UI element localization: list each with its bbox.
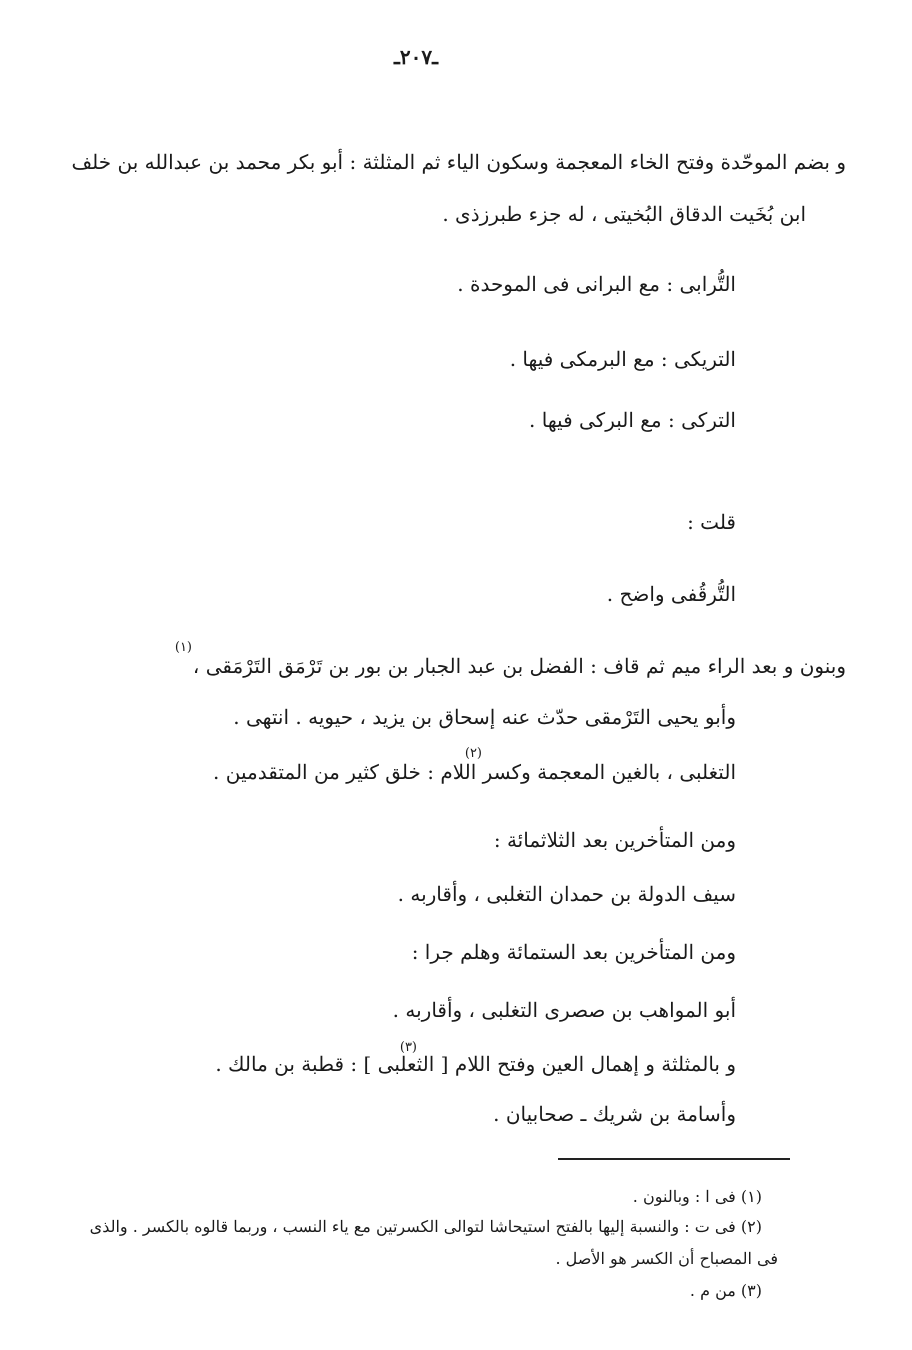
body-line-11: ومن المتأخرين بعد الثلاثمائة :: [493, 828, 736, 852]
body-line-16: وأسامة بن شريك ـ صحابيان .: [493, 1102, 736, 1126]
body-line-12: سيف الدولة بن حمدان التغلبى ، وأقاربه .: [397, 882, 736, 906]
page-number: ـ٢٠٧ـ: [394, 45, 438, 69]
footnote-mark-1: (١): [174, 640, 192, 655]
footnote-divider: [558, 1158, 790, 1160]
footnote-1: (١) فى ا : وبالنون .: [632, 1187, 762, 1206]
body-line-14: أبو المواهب بن صصرى التغلبى ، وأقاربه .: [392, 998, 736, 1022]
body-line-9: وأبو يحيى التَرْمقى حدّث عنه إسحاق بن يزيد ، حيويه . انتهى .: [233, 705, 736, 729]
body-line-6: قلت :: [687, 510, 736, 534]
line-8-text: وبنون و بعد الراء ميم ثم قاف : الفضل بن عبد الجبار بن بور بن تَرْمَق التَرْمَقى ،: [192, 654, 846, 678]
body-line-4: التريكى : مع البرمكى فيها .: [509, 347, 736, 371]
footnote-2: (٢) فى ت : والنسبة إليها بالفتح استيحاشا لتوالى الكسرتين مع ياء النسب ، وربما قالوه بالكسر . والذى: [89, 1217, 762, 1236]
body-line-13: ومن المتأخرين بعد الستمائة وهلم جرا :: [411, 940, 736, 964]
body-line-15: و بالمثلثة و إهمال العين وفتح اللام [ الثعلبى ] : قطبة بن مالك .: [215, 1052, 736, 1076]
body-line-10: التغلبى ، بالغين المعجمة وكسر اللام : خلق كثير من المتقدمين .: [213, 760, 736, 784]
footnote-3: (٣) من م .: [689, 1281, 762, 1300]
footnote-mark-2: (٢): [464, 746, 482, 761]
body-line-1: و بضم الموحّدة وفتح الخاء المعجمة وسكون الياء ثم المثلثة : أبو بكر محمد بن عبدالله بن خلف: [71, 150, 846, 174]
footnote-mark-3: (٣): [399, 1040, 417, 1055]
body-line-5: التركى : مع البركى فيها .: [529, 408, 736, 432]
body-line-8: [193, 652, 846, 680]
body-line-3: التُّرابى : مع البرانى فى الموحدة .: [457, 272, 736, 296]
footnote-2-cont: فى المصباح أن الكسر هو الأصل .: [555, 1249, 778, 1268]
body-line-7: التُّرقُفى واضح .: [606, 582, 736, 606]
body-line-2: ابن بُخَيت الدقاق البُخيتى ، له جزء طبرزذى .: [442, 202, 806, 226]
